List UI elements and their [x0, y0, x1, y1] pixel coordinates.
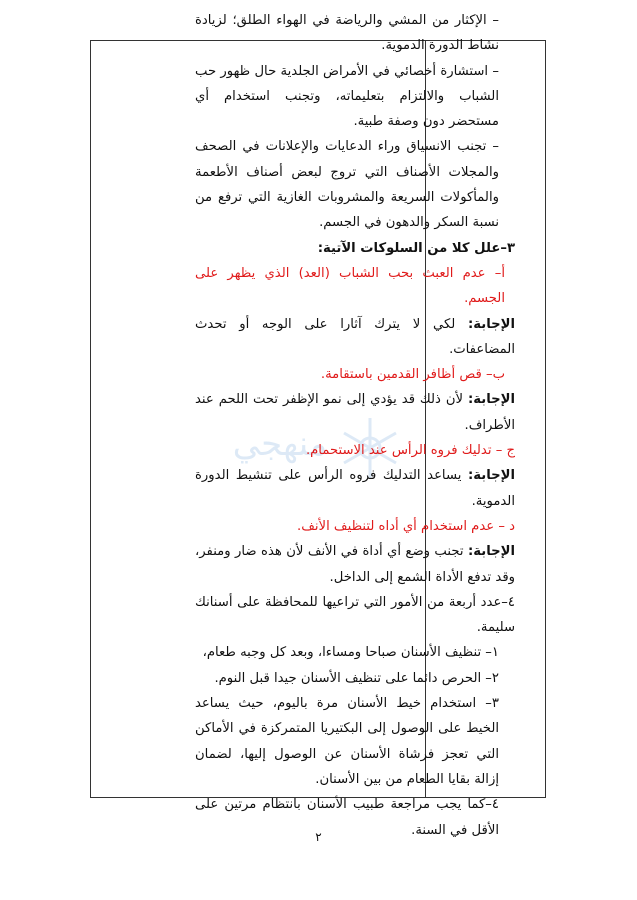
list-item: – استشارة أخصائي في الأمراض الجلدية حال ظهور حب الشباب والالتزام بتعليماته، وتجنب استخدام أي مستحضر دون وصفة طبية. [195, 63, 499, 130]
answer-label: الإجابة: [467, 468, 515, 484]
answer-text: لكي لا يترك آثارا على الوجه أو تحدث المضاعفات. [195, 316, 515, 357]
list-item: ١– تنظيف الأسنان صباحا ومساءا، وبعد كل وجبه طعام، [202, 645, 499, 661]
answer-3b [195, 387, 515, 438]
list-item: – تجنب الانسياق وراء الدعايات والإعلانات في الصحف والمجلات الأصناف التي تروج لبعض أصناف الأطعمة والمأكولات السريعة والمشروبات الغازية التي ترفع من نسبة السكر والدهون في الجسم. [195, 139, 499, 231]
answer-3c [195, 463, 515, 514]
watermark-text: منهجي [232, 424, 328, 464]
answer-text: يساعد التدليك فروه الرأس على تنشيط الدورة الدموية. [195, 468, 515, 509]
question-3b: ب– قص أظافر القدمين باستقامة. [320, 367, 505, 383]
question-3c: ج – تدليك فروه الرأس عند الاستحمام. [305, 443, 515, 459]
list-item: ٢– الحرص دائما على تنظيف الأسنان جيدا قبل النوم. [214, 670, 499, 686]
document-content [195, 8, 515, 843]
answer-label: الإجابة: [467, 316, 515, 332]
answer-3d [195, 539, 515, 590]
answer-3a [195, 312, 515, 363]
answer-text: تجنب وضع أي أداة في الأنف لأن هذه ضار ومنفر، وقد تدفع الأداة الشمع إلى الداخل. [195, 544, 515, 585]
question-4-title: ٤–عدد أربعة من الأمور التي تراعيها للمحافظة على أسنانك سليمة. [195, 594, 515, 636]
question-3-title: ٣–علل كلا من السلوكات الآتية: [317, 240, 515, 256]
question-3a: أ– عدم العبث بحب الشباب (العد) الذي يظهر على الجسم. [195, 265, 505, 307]
list-item: ٤–كما يجب مراجعة طبيب الأسنان بانتظام مرتين على الأقل في السنة. [195, 797, 499, 838]
list-item: – الإكثار من المشي والرياضة في الهواء الطلق؛ لزيادة نشاط الدورة الدموية. [195, 13, 499, 54]
answer-label: الإجابة: [467, 392, 515, 408]
list-item: ٣– استخدام خيط الأسنان مرة باليوم، حيث يساعد الخيط على الوصول إلى البكتيريا المتمركزة في الأماكن التي تعجز فرشاة الأسنان عن الوصول إليها، لضمان إزالة بقايا الطعام من بين الأسنان. [195, 696, 499, 787]
question-3d: د – عدم استخدام أي أداه لتنظيف الأنف. [297, 518, 515, 534]
page-number: ٢ [315, 830, 322, 844]
answer-text: لأن ذلك قد يؤدي إلى نمو الإظفر تحت اللحم عند الأطراف. [195, 392, 515, 433]
answer-label: الإجابة: [467, 544, 515, 560]
